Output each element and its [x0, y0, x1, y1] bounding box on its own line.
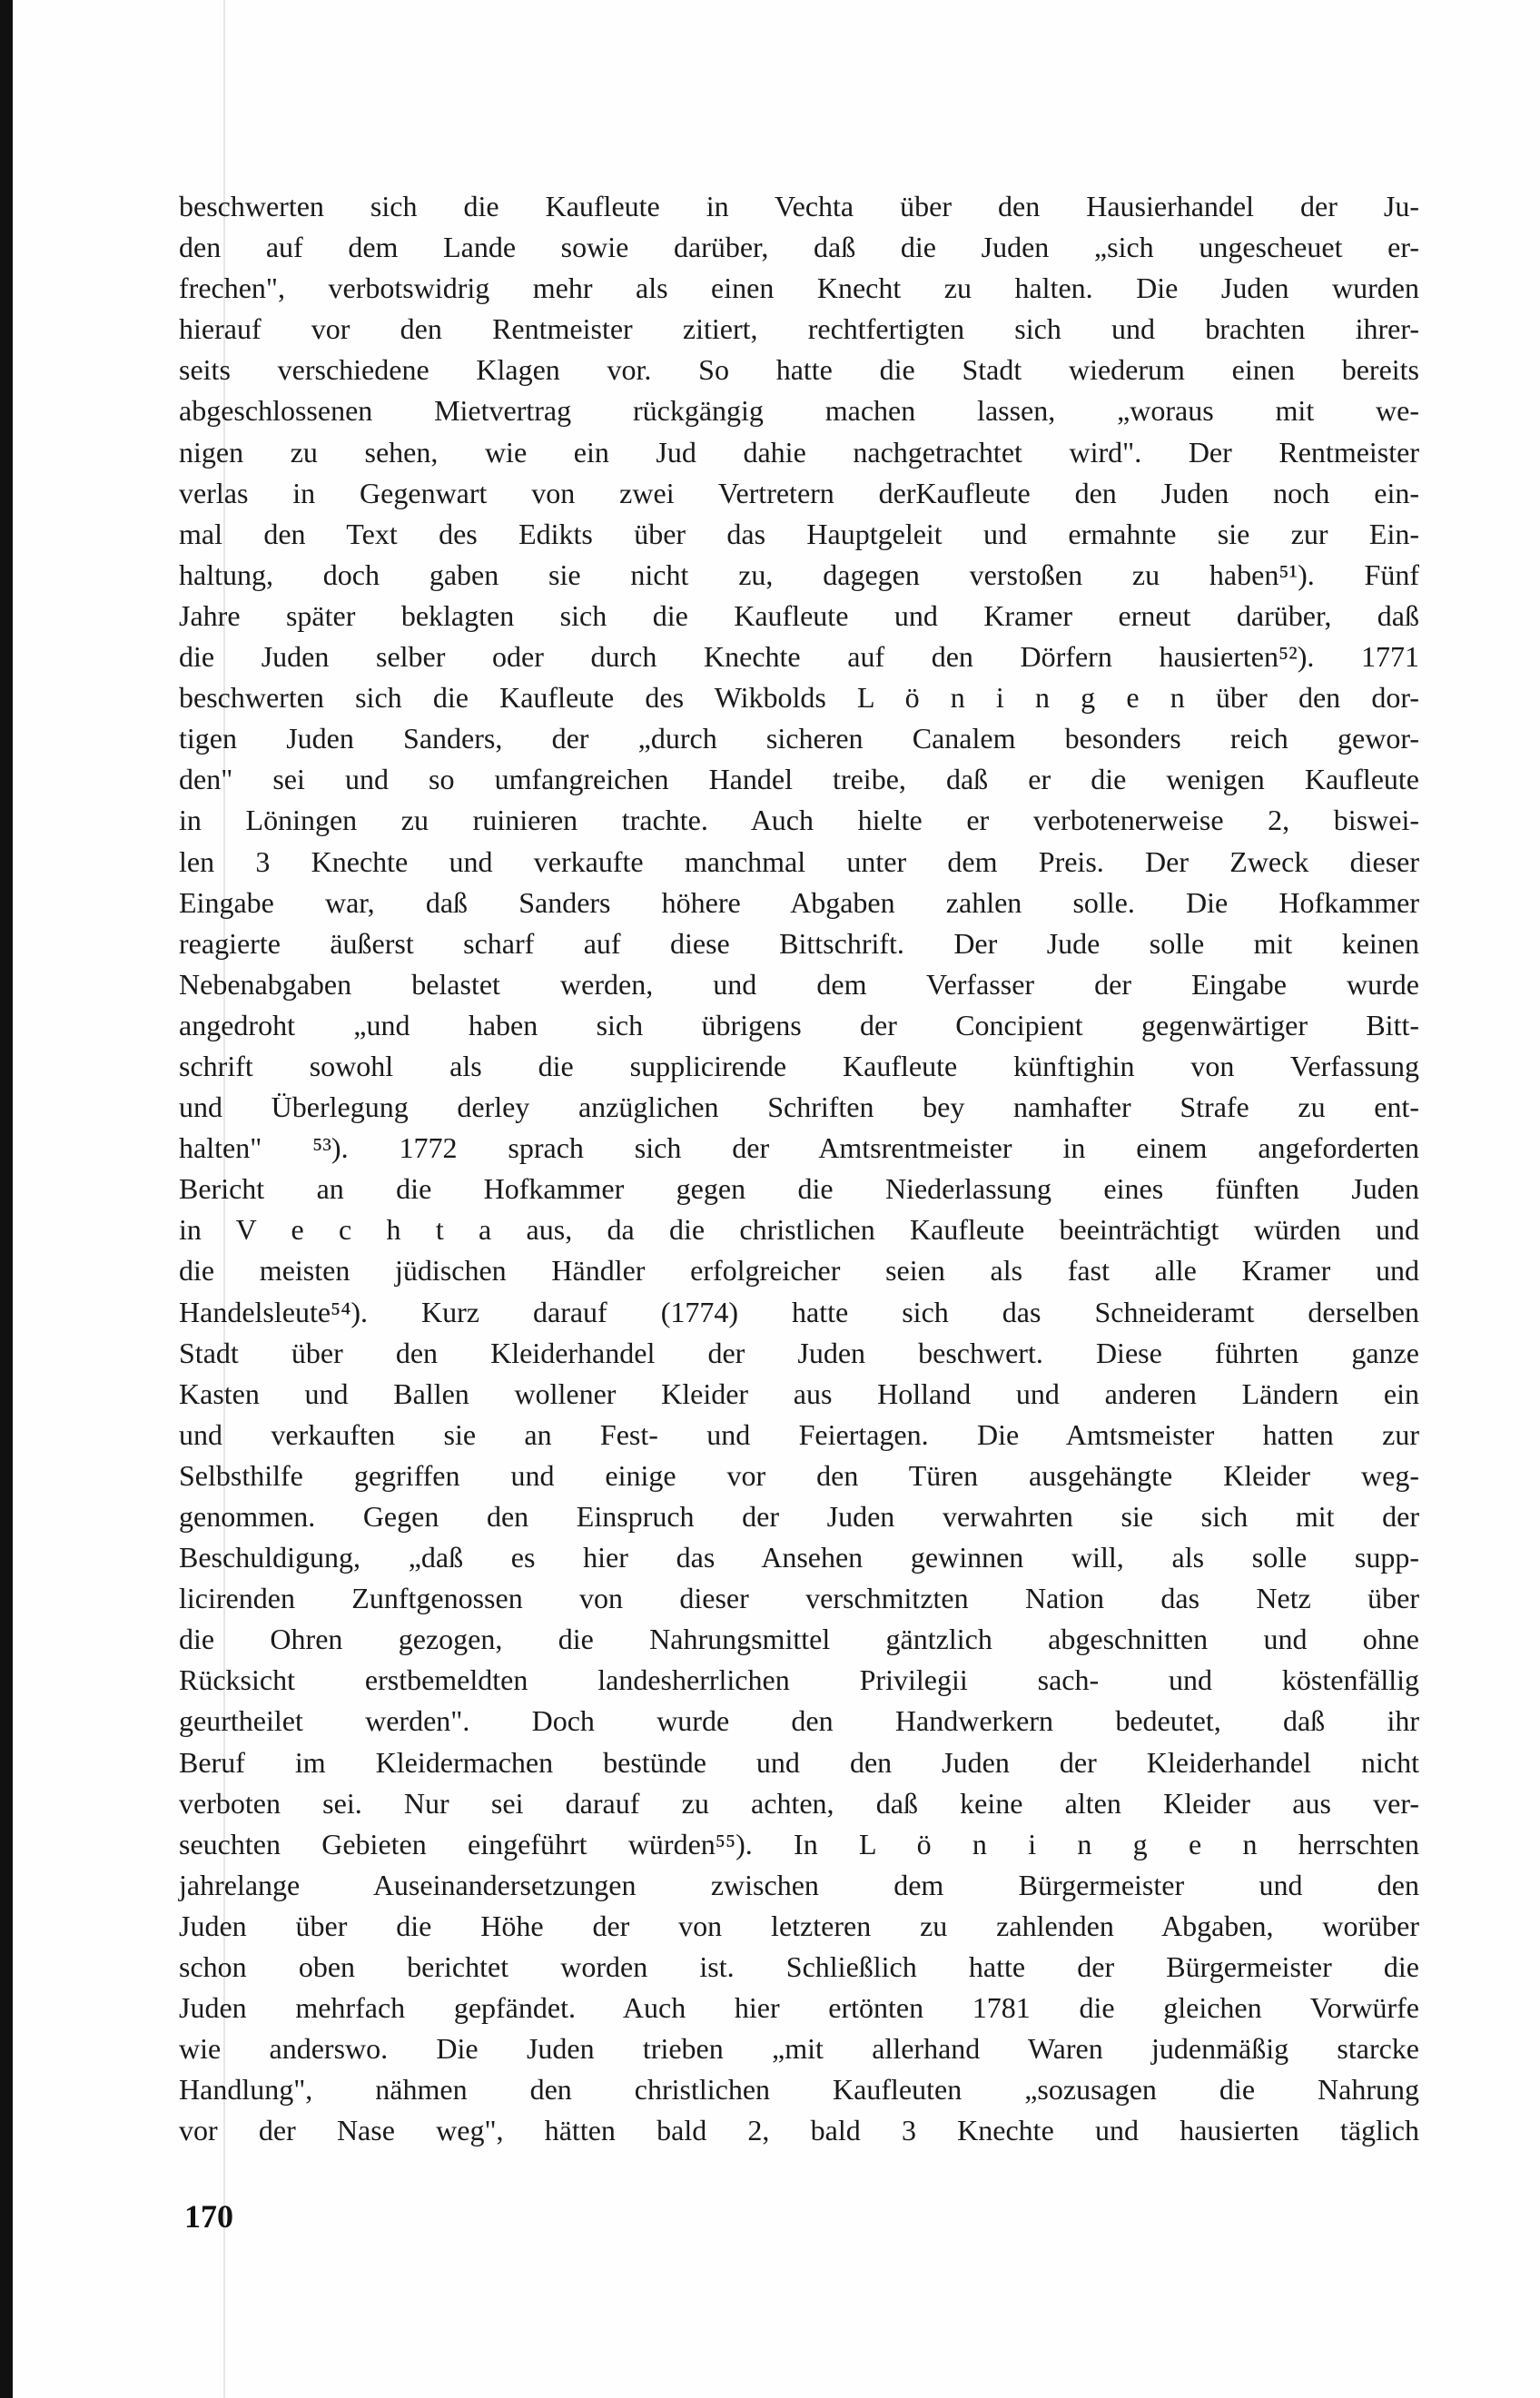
- text-line: [179, 1209, 1419, 1250]
- text-line: [179, 186, 1419, 227]
- text-line-content: Selbsthilfe gegriffen und einige vor den Türen ausgehängte Kleider weg-: [179, 1458, 1419, 1492]
- text-line-content: halten" ⁵³). 1772 sprach sich der Amtsrentmeister in einem angeforderten: [179, 1131, 1419, 1165]
- text-line-content: Beschuldigung, „daß es hier das Ansehen gewinnen will, als solle supp-: [179, 1541, 1419, 1574]
- page-number: 170: [184, 2198, 233, 2235]
- text-line: [179, 1537, 1419, 1578]
- body-text: [179, 186, 1419, 2152]
- text-line-content: in V e c h t a aus, da die christlichen Kaufleute beeinträchtigt würden und: [179, 1213, 1419, 1247]
- text-line: [179, 1660, 1419, 1701]
- text-line-content: Rücksicht erstbemeldten landesherrlichen Privilegii sach- und köstenfällig: [179, 1663, 1419, 1697]
- text-line-content: verboten sei. Nur sei darauf zu achten, daß keine alten Kleider aus ver-: [179, 1786, 1419, 1820]
- text-line-content: beschwerten sich die Kaufleute in Vechta über den Hausierhandel der Ju-: [179, 190, 1419, 222]
- text-line: [179, 1783, 1419, 1824]
- text-line-content: in Löningen zu ruinieren trachte. Auch hielte er verbotenerweise 2, biswei-: [179, 804, 1419, 837]
- text-line: [179, 1619, 1419, 1660]
- text-line-content: Beruf im Kleidermachen bestünde und den Juden der Kleiderhandel nicht: [179, 1745, 1419, 1779]
- text-line-content: seuchten Gebieten eingeführt würden⁵⁵). In L ö n i n g e n herrschten: [179, 1827, 1419, 1860]
- text-line: [179, 1374, 1419, 1415]
- text-line-content: reagierte äußerst scharf auf diese Bittschrift. Der Jude solle mit keinen: [179, 926, 1419, 960]
- text-line-content: die meisten jüdischen Händler erfolgreicher seien als fast alle Kramer und: [179, 1254, 1419, 1288]
- text-line: [179, 555, 1419, 596]
- text-line: [179, 473, 1419, 514]
- text-line: [179, 677, 1419, 718]
- text-line-content: nigen zu sehen, wie ein Jud dahie nachgetrachtet wird". Der Rentmeister: [179, 435, 1419, 469]
- text-line: [179, 1005, 1419, 1046]
- text-line-content: Eingabe war, daß Sanders höhere Abgaben zahlen solle. Die Hofkammer: [179, 885, 1419, 919]
- text-line: [179, 759, 1419, 800]
- text-line-content: Handlung", nähmen den christlichen Kaufleuten „sozusagen die Nahrung: [179, 2073, 1419, 2107]
- text-line-content: den auf dem Lande sowie darüber, daß die Juden „sich ungescheuet er-: [179, 231, 1419, 264]
- text-line-content: licirenden Zunftgenossen von dieser verschmitzten Nation das Netz über: [179, 1582, 1419, 1615]
- text-line: [179, 2069, 1419, 2110]
- text-line: [179, 1824, 1419, 1865]
- text-line: [179, 1087, 1419, 1128]
- text-line-content: tigen Juden Sanders, der „durch sicheren Canalem besonders reich gewor-: [179, 722, 1419, 755]
- text-line-content: Handelsleute⁵⁴). Kurz darauf (1774) hatte sich das Schneideramt derselben: [179, 1295, 1419, 1328]
- text-line-content: Jahre später beklagten sich die Kaufleute und Kramer erneut darüber, daß: [179, 598, 1419, 632]
- text-line-content: und Überlegung derley anzüglichen Schriften bey namhafter Strafe zu ent-: [179, 1090, 1419, 1124]
- text-line: [179, 432, 1419, 473]
- text-line-content: abgeschlossenen Mietvertrag rückgängig machen lassen, „woraus mit we-: [179, 394, 1419, 428]
- text-line: [179, 1292, 1419, 1333]
- text-line: [179, 1947, 1419, 1988]
- text-line: [179, 1456, 1419, 1496]
- text-line-content: Juden über die Höhe der von letzteren zu zahlenden Abgaben, worüber: [179, 1909, 1419, 1942]
- text-line: [179, 2110, 1419, 2151]
- text-line: [179, 1250, 1419, 1291]
- text-line: [179, 390, 1419, 431]
- text-line-content: len 3 Knechte und verkaufte manchmal unter dem Preis. Der Zweck dieser: [179, 844, 1419, 878]
- text-line-content: mal den Text des Edikts über das Hauptgeleit und ermahnte sie zur Ein-: [179, 517, 1419, 550]
- text-line: [179, 1742, 1419, 1783]
- text-line-content: hierauf vor den Rentmeister zitiert, rechtfertigten sich und brachten ihrer-: [179, 312, 1419, 346]
- text-line: [179, 1333, 1419, 1374]
- text-line: [179, 964, 1419, 1005]
- text-line: [179, 1578, 1419, 1619]
- text-line-content: beschwerten sich die Kaufleute des Wikbolds L ö n i n g e n über den dor-: [179, 681, 1419, 715]
- text-line-content: frechen", verbotswidrig mehr als einen Knecht zu halten. Die Juden wurden: [179, 271, 1419, 305]
- text-line-content: wie anderswo. Die Juden trieben „mit allerhand Waren judenmäßig starcke: [179, 2032, 1419, 2066]
- text-line: [179, 1415, 1419, 1456]
- text-line-content: verlas in Gegenwart von zwei Vertretern derKaufleute den Juden noch ein-: [179, 476, 1419, 509]
- text-line: [179, 514, 1419, 555]
- text-line-content: haltung, doch gaben sie nicht zu, dagegen verstoßen zu haben⁵¹). Fünf: [179, 558, 1419, 591]
- text-line: [179, 1496, 1419, 1537]
- text-line-content: schrift sowohl als die supplicirende Kaufleute künftighin von Verfassung: [179, 1049, 1419, 1082]
- text-line: [179, 718, 1419, 759]
- text-line: [179, 923, 1419, 964]
- text-line: [179, 1906, 1419, 1947]
- text-line-content: Kasten und Ballen wollener Kleider aus Holland und anderen Ländern ein: [179, 1377, 1419, 1410]
- text-line-content: genommen. Gegen den Einspruch der Juden verwahrten sie sich mit der: [179, 1500, 1419, 1533]
- text-line-content: die Ohren gezogen, die Nahrungsmittel gäntzlich abgeschnitten und ohne: [179, 1623, 1419, 1656]
- text-line: [179, 1128, 1419, 1169]
- text-line: [179, 227, 1419, 268]
- text-line-content: jahrelange Auseinandersetzungen zwischen dem Bürgermeister und den: [179, 1868, 1419, 1901]
- text-line-content: Bericht an die Hofkammer gegen die Niederlassung eines fünften Juden: [179, 1172, 1419, 1206]
- text-line-content: Nebenabgaben belastet werden, und dem Verfasser der Eingabe wurde: [179, 967, 1419, 1001]
- text-line: [179, 842, 1419, 883]
- scan-border: [0, 0, 13, 2398]
- text-line-content: Stadt über den Kleiderhandel der Juden beschwert. Diese führten ganze: [179, 1336, 1419, 1369]
- text-line-content: Juden mehrfach gepfändet. Auch hier ertönten 1781 die gleichen Vorwürfe: [179, 1991, 1419, 2025]
- text-line-content: schon oben berichtet worden ist. Schließlich hatte der Bürgermeister die: [179, 1950, 1419, 1984]
- text-line: [179, 268, 1419, 309]
- text-line-content: und verkauften sie an Fest- und Feiertagen. Die Amtsmeister hatten zur: [179, 1417, 1419, 1451]
- text-line: [179, 1988, 1419, 2028]
- text-line: [179, 2028, 1419, 2069]
- text-line: [179, 883, 1419, 923]
- text-line: [179, 1865, 1419, 1906]
- text-line: [179, 800, 1419, 841]
- text-line-content: seits verschiedene Klagen vor. So hatte die Stadt wiederum einen bereits: [179, 353, 1419, 387]
- text-line: [179, 350, 1419, 390]
- text-line: [179, 1169, 1419, 1209]
- text-line: [179, 637, 1419, 677]
- text-line: [179, 309, 1419, 350]
- text-line: [179, 1701, 1419, 1742]
- text-line-content: angedroht „und haben sich übrigens der Concipient gegenwärtiger Bitt-: [179, 1008, 1419, 1041]
- text-line-content: vor der Nase weg", hätten bald 2, bald 3 Knechte und hausierten täglich: [179, 2114, 1419, 2147]
- text-line-content: den" sei und so umfangreichen Handel treibe, daß er die wenigen Kaufleute: [179, 763, 1419, 796]
- text-line-content: geurtheilet werden". Doch wurde den Handwerkern bedeutet, daß ihr: [179, 1704, 1419, 1738]
- text-line: [179, 596, 1419, 637]
- text-line-content: die Juden selber oder durch Knechte auf den Dörfern hausierten⁵²). 1771: [179, 640, 1419, 674]
- text-line: [179, 1046, 1419, 1087]
